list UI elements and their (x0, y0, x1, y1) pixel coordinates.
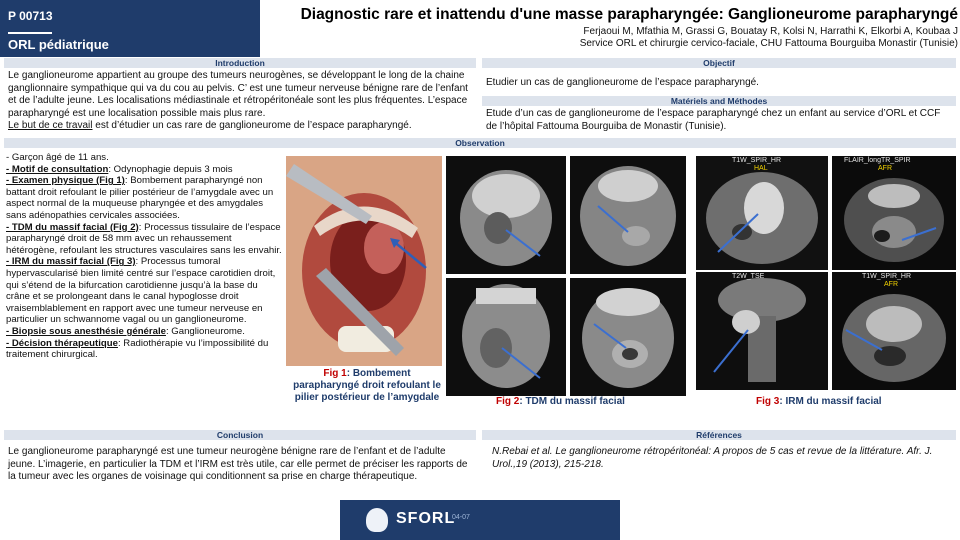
observation-item: - IRM du massif facial (Fig 3): Processus tumoral hypervascularisé bien limité centré sur l’espace carotidien droit, qui s’étend de la bifurcation carotidienne jusqu’à la base du crâne et se prolongeant dans le canal hypoglosse droit vraisemblablement en rapport avec une tumeur nerveuse en particulier un schwannome vagal ou un ganglioneurome. (6, 256, 276, 326)
fig1-caption-text: : Bombement parapharyngé droit refoulant le pilier postérieur de l’amygdale (293, 368, 441, 403)
observation-text (6, 152, 284, 361)
objectif-heading: Objectif (482, 58, 956, 68)
aim-label: Le but de ce travail (8, 120, 93, 131)
title-block (262, 6, 958, 49)
mri-flair-axial (832, 156, 956, 270)
fig3-number: Fig 3 (756, 396, 780, 407)
mri-sequence-label: T1W_SPIR_HR (862, 273, 912, 280)
observation-item: - Décision thérapeutique: Radiothérapie vu l’impossibilité du traitement chirurgical. (6, 337, 269, 361)
introduction-paragraph: Le ganglioneurome appartient au groupe des tumeurs neurogènes, se développant le long de la chaine ganglionnaire sympathique qui va du cou au pelvis. C’ est une tumeur nerveuse bénigne rare de l’enfant et de l’adulte jeune. Les localisations médiastinale et rétropéritonéale sont les plus fréquentes. L’espace parapharyngé est une localisation possible mais plus rare. (8, 70, 468, 119)
observation-item: - Garçon âgé de 11 ans. (6, 152, 109, 163)
fig1-number: Fig 1 (323, 368, 347, 379)
observation-heading: Observation (4, 138, 956, 148)
sforl-banner (340, 500, 620, 540)
mri-orientation-label: AFR (884, 281, 898, 288)
introduction-text (8, 70, 474, 133)
conclusion-heading: Conclusion (4, 430, 476, 440)
mri-orientation-label: AFR (878, 165, 892, 172)
sforl-logo-dates: 04-07 (452, 514, 470, 521)
references-heading: Références (482, 430, 956, 440)
introduction-heading: Introduction (4, 58, 476, 68)
fig2-number: Fig 2 (496, 396, 520, 407)
conclusion-text: Le ganglioneurome parapharyngé est une tumeur neurogène bénigne rare de l’enfant et de l’adulte jeune. L’imagerie, en particulier la TDM et l’IRM est très utile, car elle permet de préciser les rapports de la tumeur avec les organes de voisinage qui conditionnent sa prise en charge thérapeutique. (8, 446, 468, 482)
mri-orientation-label: HAL (754, 165, 768, 172)
sforl-logo-text: SFORL (396, 510, 456, 527)
aim-text: est d’étudier un cas rare de ganglioneurome de l’espace parapharyngé. (92, 120, 412, 131)
fig3-caption (756, 396, 956, 407)
mri-t1-axial-2 (832, 272, 956, 390)
mri-t1-axial (696, 156, 828, 270)
ct-scan-coronal (446, 278, 566, 396)
fig2-caption (496, 396, 696, 407)
poster-authors: Ferjaoui M, Mfathia M, Grassi G, Bouatay R, Kolsi N, Harrathi K, Elkorbi A, Koubaa J (583, 26, 958, 37)
mri-sequence-label: T2W_TSE (732, 273, 765, 280)
poster-title: Diagnostic rare et inattendu d'une masse parapharyngée: Ganglioneurome parapharyngé (300, 6, 958, 23)
poster-theme: ORL pédiatrique (8, 37, 109, 52)
ct-scan-axial-3 (570, 278, 686, 396)
sforl-logo-icon (366, 508, 388, 532)
references-text: N.Rebai et al. Le ganglioneurome rétropéritonéal: A propos de 5 cas et revue de la littérature. Afr. J. Urol.,19 (2013), 215-218. (492, 446, 933, 470)
methodes-heading: Matériels and Méthodes (482, 96, 956, 106)
objectif-text: Etudier un cas de ganglioneurome de l’espace parapharyngé. (486, 77, 759, 88)
ct-scan-axial-1 (446, 156, 566, 274)
fig3-caption-text: : IRM du massif facial (779, 396, 882, 407)
ct-scan-axial-2 (570, 156, 686, 274)
observation-item: - Biopsie sous anesthésie générale: Ganglioneurome. (6, 325, 245, 337)
poster-badge (0, 0, 260, 57)
poster-code: P 00713 (8, 9, 53, 23)
mri-sequence-label: T1W_SPIR_HR (732, 157, 782, 164)
observation-item: - TDM du massif facial (Fig 2): Processus tissulaire de l’espace parapharyngé droit de 58 mm avec un rehaussement hétérogène, refoulant les structures vasculaires sans les envahir. (6, 221, 282, 256)
poster-affiliation: Service ORL et chirurgie cervico-faciale, CHU Fattouma Bourguiba Monastir (Tunisie) (579, 38, 958, 49)
mri-t2-coronal (696, 272, 828, 390)
oral-cavity-illustration (286, 156, 442, 366)
fig1-caption (292, 368, 442, 404)
badge-divider (8, 32, 52, 34)
methodes-text: Etude d’un cas de ganglioneurome de l’espace parapharyngé chez un enfant au service d’ORL et CCF de l’hôpital Fattouma Bourguiba de Monastir (Tunisie). (486, 108, 941, 132)
observation-item: - Motif de consultation: Odynophagie depuis 3 mois (6, 163, 233, 175)
fig1-clinical-photo (286, 156, 442, 366)
fig2-caption-text: : TDM du massif facial (519, 396, 625, 407)
mri-sequence-label: FLAIR_longTR_SPIR (844, 157, 911, 164)
observation-item: - Examen physique (Fig 1): Bombement parapharyngé non battant droit refoulant le pilier postérieur de l’amygdale avec un aspect normal de la muqueuse pharyngée et des amygdales sans adénopathies cervicales associées. (6, 175, 274, 221)
